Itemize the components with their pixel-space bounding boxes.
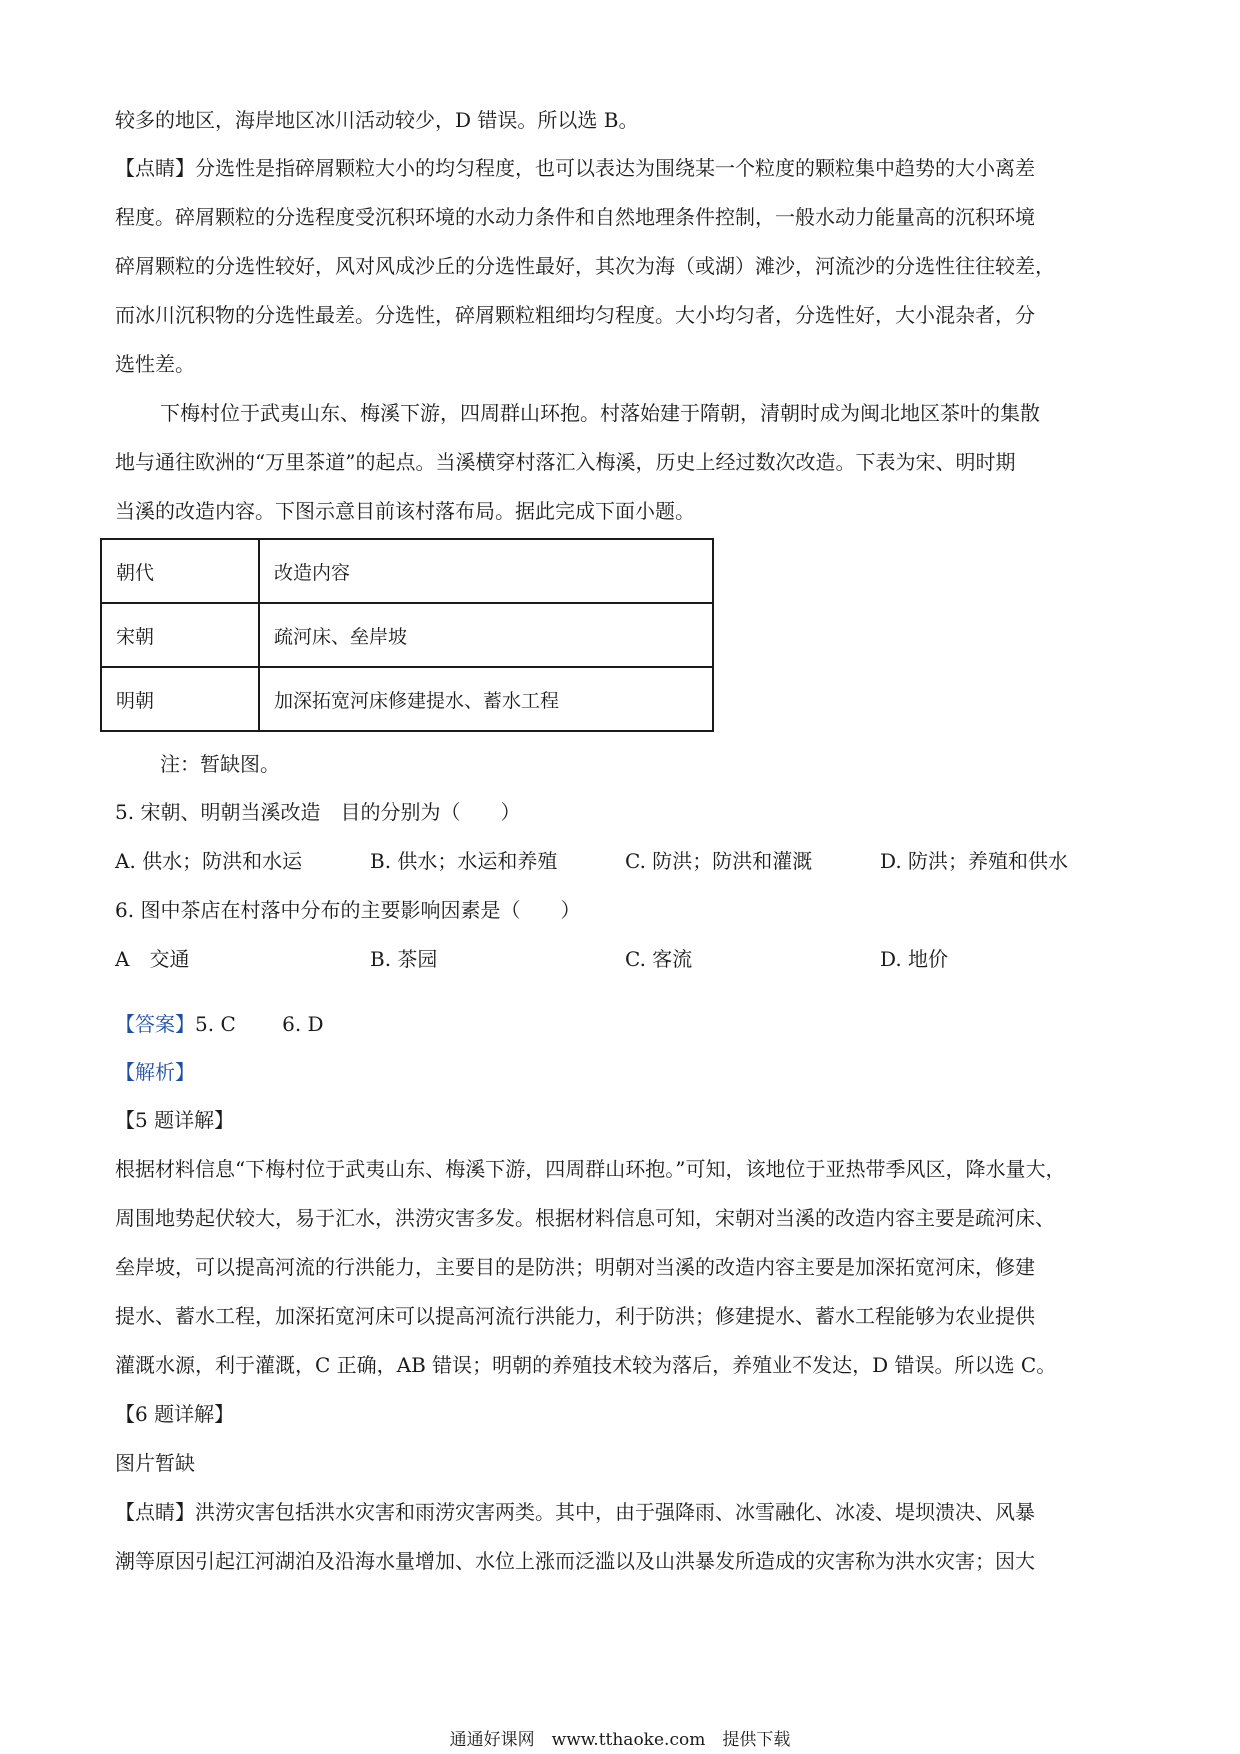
table-row: [101, 603, 713, 667]
tip2-label: 【点睛】: [115, 1500, 195, 1524]
reform-table: [100, 538, 714, 732]
q5-line-5: 灌溉水源，利于灌溉，C 正确，AB 错误；明朝的养殖技术较为落后，养殖业不发达，D 错误。所以选 C。: [115, 1353, 1057, 1377]
q6-option-b: B. 茶园: [370, 947, 438, 971]
q6-option-c: C. 客流: [625, 947, 693, 971]
tip1-line-5: 选性差。: [115, 352, 195, 376]
q5-option-b: B. 供水；水运和养殖: [370, 849, 558, 873]
tip1-line-3: 碎屑颗粒的分选性较好，风对风成沙丘的分选性最好，其次为海（或湖）滩沙，河流沙的分选性往往较差，: [115, 254, 1055, 278]
answer-text: 5. C 6. D: [195, 1012, 324, 1036]
table-cell: 宋朝: [101, 603, 259, 667]
tip2-text-1: 洪涝灾害包括洪水灾害和雨涝灾害两类。其中，由于强降雨、冰雪融化、冰凌、堤坝溃决、风暴: [195, 1500, 1035, 1524]
tip1-line-2: 程度。碎屑颗粒的分选程度受沉积环境的水动力条件和自然地理条件控制，一般水动力能量高的沉积环境: [115, 205, 1035, 229]
q5-line-4: 提水、蓄水工程，加深拓宽河床可以提高河流行洪能力，利于防洪；修建提水、蓄水工程能够为农业提供: [115, 1304, 1035, 1328]
tip1-line-4: 而冰川沉积物的分选性最差。分选性，碎屑颗粒粗细均匀程度。大小均匀者，分选性好，大小混杂者，分: [115, 303, 1035, 327]
answer-label: 【答案】: [115, 1012, 195, 1036]
material-line-2: 地与通往欧洲的“万里茶道”的起点。当溪横穿村落汇入梅溪，历史上经过数次改造。下表为宋、明时期: [115, 450, 1016, 474]
tip1-label: 【点睛】: [115, 156, 195, 180]
q5-heading: 【5 题详解】: [115, 1108, 235, 1132]
table-cell: 明朝: [101, 667, 259, 731]
intro-line: 较多的地区，海岸地区冰川活动较少，D 错误。所以选 B。: [115, 108, 639, 132]
q6-line-1: 图片暂缺: [115, 1451, 195, 1475]
q6-option-d: D. 地价: [880, 947, 949, 971]
material-line-1: 下梅村位于武夷山东、梅溪下游，四周群山环抱。村落始建于隋朝，清朝时成为闽北地区茶叶的集散: [160, 401, 1040, 425]
table-row: [101, 667, 713, 731]
tip1-text-1: 分选性是指碎屑颗粒大小的均匀程度，也可以表达为围绕某一个粒度的颗粒集中趋势的大小离差: [195, 156, 1035, 180]
tip1-line-1: [115, 154, 1035, 182]
answer-line: [115, 1010, 324, 1038]
tip2-line-2: 潮等原因引起江河湖泊及沿海水量增加、水位上涨而泛滥以及山洪暴发所造成的灾害称为洪水灾害；因大: [115, 1549, 1035, 1573]
q5-option-d: D. 防洪；养殖和供水: [880, 849, 1069, 873]
page-footer: 通通好课网 www.tthaoke.com 提供下载: [449, 1730, 791, 1750]
q5-line-3: 垒岸坡，可以提高河流的行洪能力，主要目的是防洪；明朝对当溪的改造内容主要是加深拓宽河床，修建: [115, 1255, 1035, 1279]
question-5-stem: 5. 宋朝、明朝当溪改造 目的分别为（ ）: [115, 800, 521, 824]
q6-option-a: A 交通: [115, 947, 190, 971]
q5-option-c: C. 防洪；防洪和灌溉: [625, 849, 813, 873]
q6-heading: 【6 题详解】: [115, 1402, 235, 1426]
question-6-stem: 6. 图中茶店在村落中分布的主要影响因素是（ ）: [115, 898, 581, 922]
material-line-3: 当溪的改造内容。下图示意目前该村落布局。据此完成下面小题。: [115, 499, 695, 523]
table-cell: 疏河床、垒岸坡: [259, 603, 713, 667]
analysis-label: 【解析】: [115, 1060, 195, 1084]
table-cell: 加深拓宽河床修建提水、蓄水工程: [259, 667, 713, 731]
table-header-cell: 朝代: [101, 539, 259, 603]
q5-line-2: 周围地势起伏较大，易于汇水，洪涝灾害多发。根据材料信息可知，宋朝对当溪的改造内容主要是疏河床、: [115, 1206, 1055, 1230]
table-header-row: [101, 539, 713, 603]
q5-option-a: A. 供水；防洪和水运: [115, 849, 303, 873]
table-header-cell: 改造内容: [259, 539, 713, 603]
tip2-line-1: [115, 1498, 1035, 1526]
table-note: 注：暂缺图。: [160, 752, 280, 776]
q5-line-1: 根据材料信息“下梅村位于武夷山东、梅溪下游，四周群山环抱。”可知，该地位于亚热带季风区，降水量大，: [115, 1157, 1066, 1181]
